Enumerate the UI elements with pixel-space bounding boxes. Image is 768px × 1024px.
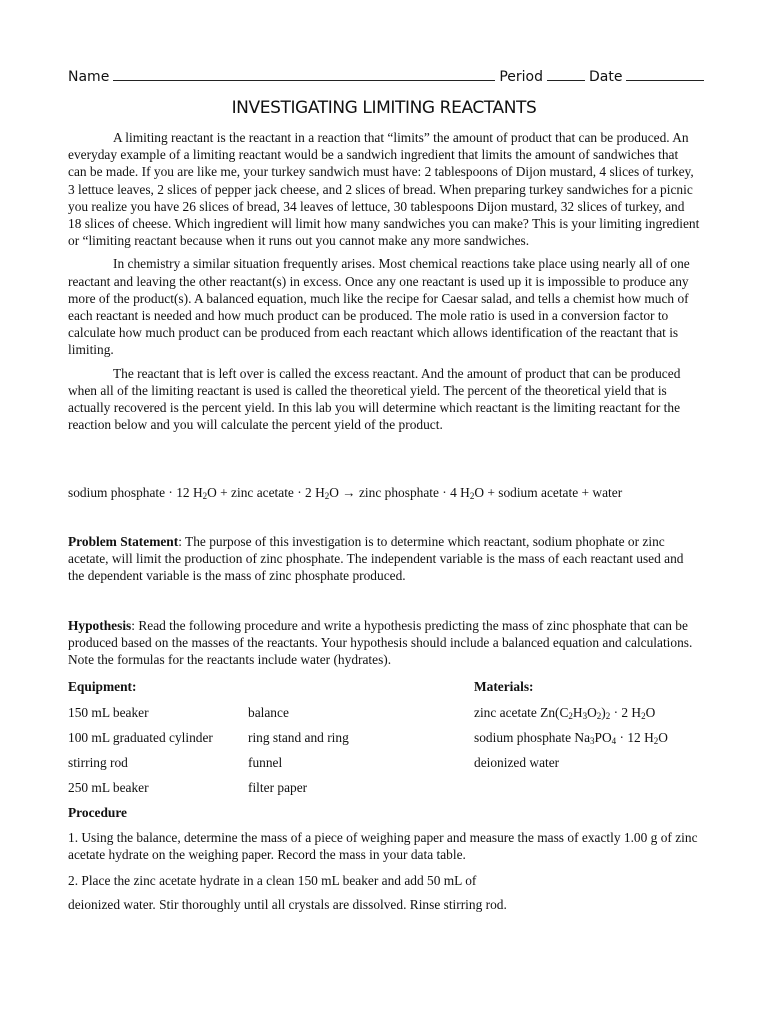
intro-section [68, 129, 700, 433]
equipment-item: ring stand and ring [248, 730, 349, 745]
equipment-heading: Equipment: [68, 679, 137, 694]
equation-text: O + zinc acetate · 2 H [207, 485, 325, 500]
material-zinc-acetate [474, 704, 655, 721]
material-subscript: 2 [653, 736, 659, 746]
header-row [68, 68, 718, 86]
equation-subscript: 2 [324, 491, 330, 501]
material-text: zinc acetate Zn(C [474, 705, 569, 720]
equation-subscript: 2 [469, 491, 475, 501]
hypothesis-text: : Read the following procedure and write a hypothesis predicting the mass of zinc phosphate that can be produced based on the masses of the reactants. Your hypothesis should include a balanced equation and calculations. Note the formulas for the reactants include water (hydrates). [68, 618, 693, 668]
intro-paragraph-1: A limiting reactant is the reactant in a reaction that “limits” the amount of product that can be produced. An everyday example of a limiting reactant would be a sandwich ingredient that limits the amount of sandwiches that can be made. If you are like me, your turkey sandwich must have: 2 tablespoons of Dijon mustard, 4 slices of turkey, 3 lettuce leaves, 2 slices of pepper jack cheese, and 2 slices of bread. When preparing turkey sandwiches for a picnic you realize you have 26 slices of bread, 34 leaves of lettuce, 30 tablespoons Dijon mustard, 32 slices of turkey, and 18 slices of cheese. Which ingredient will limit how many sandwiches you can make? This is your limiting ingredient or “limiting reactant because when it runs out you cannot make any more sandwiches. [68, 130, 700, 249]
equipment-item: 150 mL beaker [68, 705, 149, 720]
material-deionized-water: deionized water [474, 755, 560, 770]
page-title: INVESTIGATING LIMITING REACTANTS [231, 98, 537, 118]
material-text: sodium phosphate Na [474, 730, 591, 745]
equation-text: O → zinc phosphate · 4 H [329, 485, 470, 500]
material-subscript: 3 [582, 711, 588, 721]
intro-paragraph-3: The reactant that is left over is called the excess reactant. And the amount of product that can be produced when all of the limiting reactant is used is called the theoretical yield. The percent of the theoretical yield that is actually recovered is the percent yield. In this lab you will determine which reactant is the limiting reactant for the reaction below and you will calculate the percent yield of the product. [68, 365, 681, 433]
procedure-step-2 [68, 872, 700, 913]
material-text: O [587, 705, 597, 720]
date-label: Date [588, 69, 623, 85]
problem-statement-text: : The purpose of this investigation is to determine which reactant, sodium phophate or zinc acetate, will limit the production of zinc phosphate. The independent variable is the mass of each reactant used and the dependent variable is the mass of zinc phosphate produced. [68, 534, 684, 584]
name-blank[interactable] [113, 68, 495, 81]
hypothesis-label: Hypothesis [68, 618, 132, 633]
equation-text: O + sodium acetate + water [474, 485, 623, 500]
material-subscript: 2 [605, 711, 611, 721]
procedure-step-2-text: 2. Place the zinc acetate hydrate in a clean 150 mL beaker and add 50 mL of [68, 873, 477, 888]
material-text: · 2 H [610, 705, 642, 720]
material-subscript: 3 [590, 736, 595, 746]
materials-heading: Materials: [474, 679, 534, 694]
procedure-heading: Procedure [68, 805, 128, 820]
procedure-step-1-text: 1. Using the balance, determine the mass of a piece of weighing paper and measure the mass of exactly 1.00 g of zinc acetate hydrate on the weighing paper. Record the mass in your data table. [68, 830, 698, 863]
material-text: ) [601, 705, 606, 720]
procedure-step-1 [68, 829, 700, 863]
equipment-item: balance [248, 705, 289, 720]
material-subscript: 2 [568, 711, 573, 721]
material-subscript: 4 [611, 736, 617, 746]
material-text: H [572, 705, 583, 720]
equipment-item: 100 mL graduated cylinder [68, 730, 213, 745]
problem-statement [68, 533, 700, 585]
equipment-item: 250 mL beaker [68, 780, 149, 795]
problem-statement-label: Problem Statement [68, 534, 179, 549]
equation-subscript: 2 [202, 491, 208, 501]
date-blank[interactable] [626, 68, 704, 81]
reaction-equation [68, 484, 700, 501]
equipment-item: funnel [248, 755, 283, 770]
equipment-item: filter paper [248, 780, 308, 795]
material-text: · 12 H [616, 730, 654, 745]
name-label: Name [68, 69, 110, 85]
material-text: O [658, 730, 668, 745]
procedure-step-2-continued: deionized water. Stir thoroughly until all crystals are dissolved. Rinse stirring rod. [68, 897, 507, 913]
hypothesis-section [68, 617, 700, 669]
period-blank[interactable] [547, 68, 585, 81]
material-subscript: 2 [596, 711, 602, 721]
material-sodium-phosphate [474, 729, 668, 746]
equation-text: sodium phosphate · 12 H [68, 485, 203, 500]
period-label: Period [499, 69, 543, 85]
intro-paragraph-2: In chemistry a similar situation frequently arises. Most chemical reactions take place using nearly all of one reactant and leaving the other reactant(s) in excess. Once any one reactant is used up it is impossible to produce any more of the product(s). A balanced equation, much like the recipe for Caesar salad, and tells a chemist how much of each reactant is needed and how much product can be produced. The mole ratio is used in a conversion factor to calculate how much product can be produced from each reactant which allows identification of the reactant that is limiting. [68, 256, 690, 358]
material-subscript: 2 [641, 711, 646, 721]
material-text: O [645, 705, 656, 720]
material-text: PO [594, 730, 612, 745]
equipment-item: stirring rod [68, 755, 128, 770]
